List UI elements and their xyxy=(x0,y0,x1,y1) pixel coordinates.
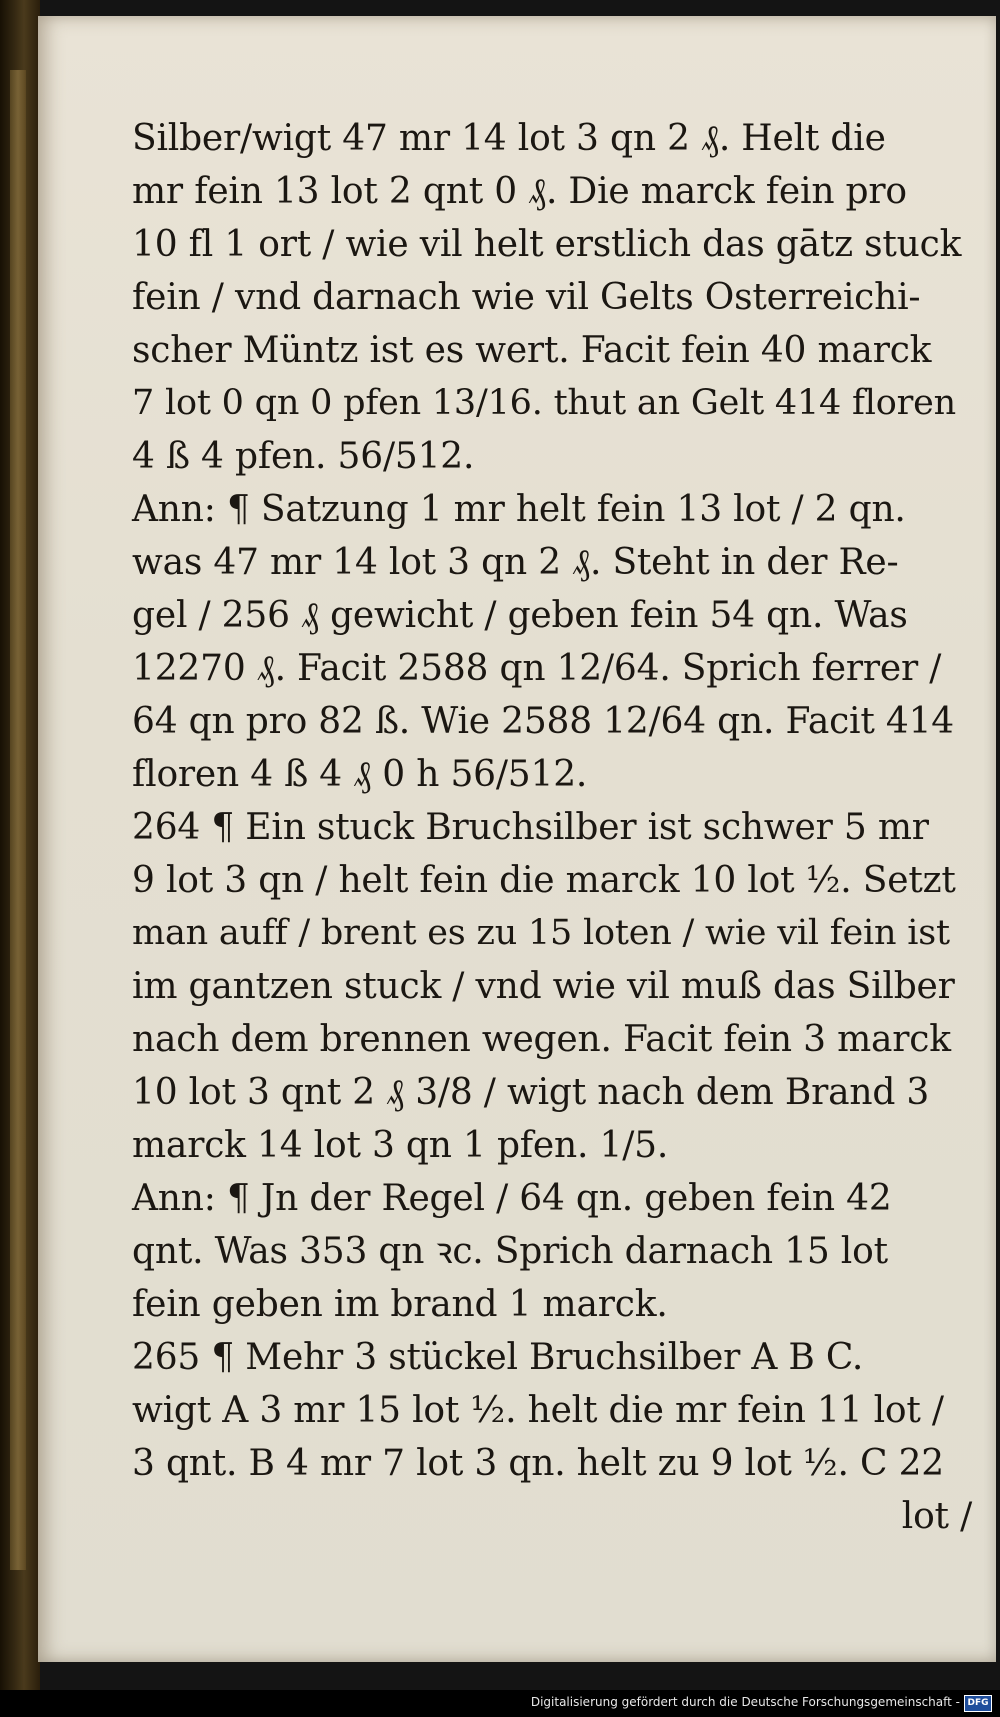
text-line: Silber/wigt 47 mr 14 lot 3 qn 2 ₰. Helt die xyxy=(132,118,886,159)
text-line: fein / vnd darnach wie vil Gelts Osterreichi- xyxy=(132,277,921,318)
text-line: nach dem brennen wegen. Facit fein 3 marck xyxy=(132,1019,951,1060)
page-text-block xyxy=(132,112,972,1543)
text-line: fein geben im brand 1 marck. xyxy=(132,1284,668,1325)
text-line: 4 ß 4 pfen. 56/512. xyxy=(132,436,475,477)
catchword: lot / xyxy=(901,1496,972,1537)
scanned-page xyxy=(38,16,996,1662)
text-line: 264 ¶ Ein stuck Bruchsilber ist schwer 5 mr xyxy=(132,807,929,848)
text-line: 3 qnt. B 4 mr 7 lot 3 qn. helt zu 9 lot ½. C 22 xyxy=(132,1443,945,1484)
text-line: 64 qn pro 82 ß. Wie 2588 12/64 qn. Facit 414 xyxy=(132,701,954,742)
text-line: 10 fl 1 ort / wie vil helt erstlich das gātz stuck xyxy=(132,224,962,265)
footer-credit: Digitalisierung gefördert durch die Deutsche Forschungsgemeinschaft - xyxy=(530,1695,960,1709)
footer-bar xyxy=(0,1690,1000,1717)
text-line: gel / 256 ₰ gewicht / geben fein 54 qn. Was xyxy=(132,595,908,636)
text-line: scher Müntz ist es wert. Facit fein 40 marck xyxy=(132,330,932,371)
text-line: Ann: ¶ Jn der Regel / 64 qn. geben fein 42 xyxy=(132,1178,892,1219)
text-line: mr fein 13 lot 2 qnt 0 ₰. Die marck fein pro xyxy=(132,171,907,212)
text-line: 9 lot 3 qn / helt fein die marck 10 lot ½. Setzt xyxy=(132,860,956,901)
text-line: marck 14 lot 3 qn 1 pfen. 1/5. xyxy=(132,1125,669,1166)
text-line: im gantzen stuck / vnd wie vil muß das Silber xyxy=(132,966,955,1007)
text-line: 10 lot 3 qnt 2 ₰ 3/8 / wigt nach dem Brand 3 xyxy=(132,1072,930,1113)
text-line: 12270 ₰. Facit 2588 qn 12/64. Sprich ferrer / xyxy=(132,648,942,689)
text-line: 7 lot 0 qn 0 pfen 13/16. thut an Gelt 414 floren xyxy=(132,383,957,423)
text-line: 265 ¶ Mehr 3 stückel Bruchsilber A B C. xyxy=(132,1337,864,1378)
book-spine-edge xyxy=(0,0,40,1690)
text-line: man auff / brent es zu 15 loten / wie vil fein ist xyxy=(132,913,950,953)
dfg-logo-icon: DFG xyxy=(964,1695,992,1712)
text-line: qnt. Was 353 qn ꝛc. Sprich darnach 15 lot xyxy=(132,1231,888,1272)
text-line: wigt A 3 mr 15 lot ½. helt die mr fein 11 lot / xyxy=(132,1390,944,1431)
text-line: was 47 mr 14 lot 3 qn 2 ₰. Steht in der Re- xyxy=(132,542,899,583)
text-line: Ann: ¶ Satzung 1 mr helt fein 13 lot / 2 qn. xyxy=(132,489,906,530)
text-line: floren 4 ß 4 ₰ 0 h 56/512. xyxy=(132,754,588,795)
